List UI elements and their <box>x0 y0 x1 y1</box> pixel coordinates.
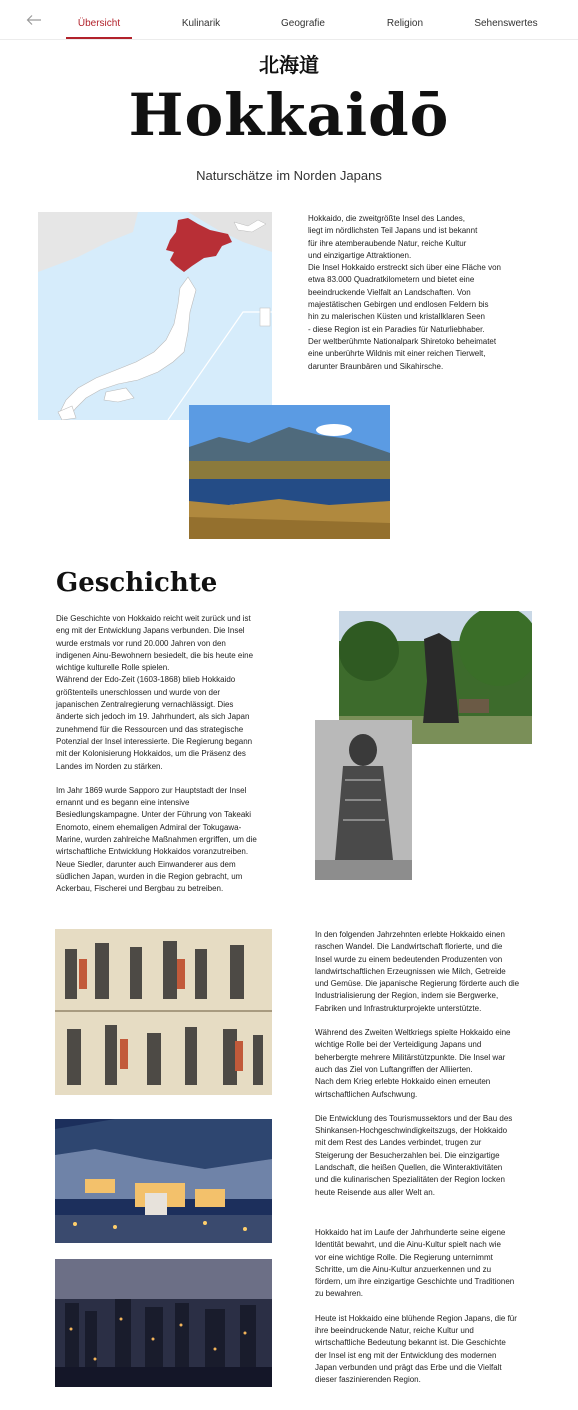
history-paragraph-2: Im Jahr 1869 wurde Sapporo zur Hauptstadt der Insel ernannt und es begann eine intensive Besiedlungskampagne. Unter der Führung von Takeaki Enomoto, einem ehemaligen Admiral der Tokugawa- Marine, wurden zahlreiche Maßnahmen ergriffen, um die wirtschaftliche Entwicklung Hokkaidos voranzutreiben. Neue Siedler, darunter auch Einwanderer aus dem südlichen Japan, wurden in die Region gebracht, um Ackerbau, Fischerei und Bergbau zu betreiben. <box>56 785 257 894</box>
landscape-lake-photo <box>189 405 390 539</box>
tab-religion[interactable]: Religion <box>386 18 424 29</box>
intro-paragraph <box>308 213 538 373</box>
tab-sehenswertes[interactable]: Sehenswertes <box>474 18 538 29</box>
winter-town-photo <box>55 1119 272 1243</box>
japan-map-image <box>38 212 272 420</box>
tab-uebersicht[interactable]: Übersicht <box>77 18 121 29</box>
history-paragraph-4: Während des Zweiten Weltkriegs spielte Hokkaido eine wichtige Rolle bei der Verteidigung Japans und beherbergte mehrere Militärstützpunkte. Die Insel war auch das Ziel von Luftangriffen der Alliierten. Nach dem Krieg erlebte Hokkaido einen erneuten wirtschaftlichen Aufschwung. <box>315 1028 511 1099</box>
history-paragraph-7: Heute ist Hokkaido eine blühende Region Japans, die für ihre beeindruckende Natur, reiche Kultur und wirtschaftliche Bedeutung bekannt ist. Die Geschichte der Insel ist eng mit der Entwicklung des modernen Japan verbunden und prägt das Erbe und die Vielfalt dieser faszinierenden Region. <box>315 1313 517 1385</box>
active-tab-indicator <box>66 37 132 39</box>
historic-illustration-image <box>55 929 272 1095</box>
history-paragraph-1: Die Geschichte von Hokkaido reicht weit zurück und ist eng mit der Entwicklung Japans verbunden. Die Insel wurde erstmals vor rund 20.000 Jahren von den indigenen Ainu-Bewohnern besiedelt, die bis heute eine wichtige kulturelle Rolle spielen. Während der Edo-Zeit (1603-1868) blieb Hokkaido größtenteils unerschlossen und wurde von der japanischen Zentralregierung vernachlässigt. Dies änderte sich jedoch im 19. Jahrhundert, als sich Japan zunehmend für die Ressourcen und das strategische Potenzial der Insel interessierte. Die Regierung begann mit der Kolonisierung Hokkaidos, um die Präsenz des Landes im Norden zu stärken. <box>56 614 254 771</box>
top-navigation <box>0 0 578 40</box>
page-title: Hokkaidō <box>128 81 450 149</box>
section-heading-geschichte: Geschichte <box>56 568 218 598</box>
page-subtitle: Naturschätze im Norden Japans <box>196 168 382 183</box>
kanji-title: 北海道 <box>259 53 319 77</box>
history-paragraph-5: Die Entwicklung des Tourismussektors und der Bau des Shinkansen-Hochgeschwindigkeitszugs, der Hokkaido mit dem Rest des Landes verbindet, trugen zur Steigerung der Besucherzahlen bei. Die einzigartige Landschaft, die heißen Quellen, die Winteraktivitäten und die kulinarischen Spezialitäten der Region locken heute Reisende aus aller Welt an. <box>315 1113 513 1197</box>
history-paragraph-6: Hokkaido hat im Laufe der Jahrhunderte seine eigene Identität bewahrt, und die Ainu-Kultur spielt nach wie vor eine wichtige Rolle. Die Regierung unternimmt Schritte, um die Ainu-Kultur anzuerkennen und zu fördern, um ihre einzigartige Geschichte und Traditionen zu bewahren. <box>315 1228 515 1299</box>
tab-kulinarik[interactable]: Kulinarik <box>181 18 221 29</box>
arrow-left-icon[interactable] <box>26 14 42 26</box>
tab-geografie[interactable]: Geografie <box>281 18 325 29</box>
history-paragraph-3: In den folgenden Jahrzehnten erlebte Hokkaido einen raschen Wandel. Die Landwirtschaft florierte, und die Insel wurde zu einem bedeutenden Produzenten von landwirtschaftlichen Erzeugnissen wie Milch, Getreide und Gemüse. Die japanische Regierung förderte auch die Industrialisierung der Region, indem sie Bergwerke, Fabriken und Infrastrukturprojekte unterstützte. <box>315 930 520 1013</box>
city-night-photo <box>55 1259 272 1387</box>
history-right-column <box>315 929 540 1199</box>
history-final-column <box>315 1227 540 1387</box>
history-left-column <box>56 613 286 896</box>
intro-text: Hokkaido, die zweitgrößte Insel des Landes, liegt im nördlichsten Teil Japans und ist bekannt für ihre atemberaubende Natur, reiche Kultur und einzigartige Attraktionen. Die Insel Hokkaido erstreckt sich über eine Fläche von etwa 83.000 Quadratkilometern und bietet eine beeindruckende Vielfalt an Landschaften. Von majestätischen Gebirgen und endlosen Feldern bis hin zu malerischen Küsten und kristallklaren Seen - diese Region ist ein Paradies für Naturliebhaber. Der weltberühmte Nationalpark Shiretoko beheimatet eine unberührte Wildnis mit einer reichen Tierwelt, darunter Braunbären und Sikahirsche. <box>308 214 501 371</box>
ainu-historic-portrait <box>315 720 412 880</box>
